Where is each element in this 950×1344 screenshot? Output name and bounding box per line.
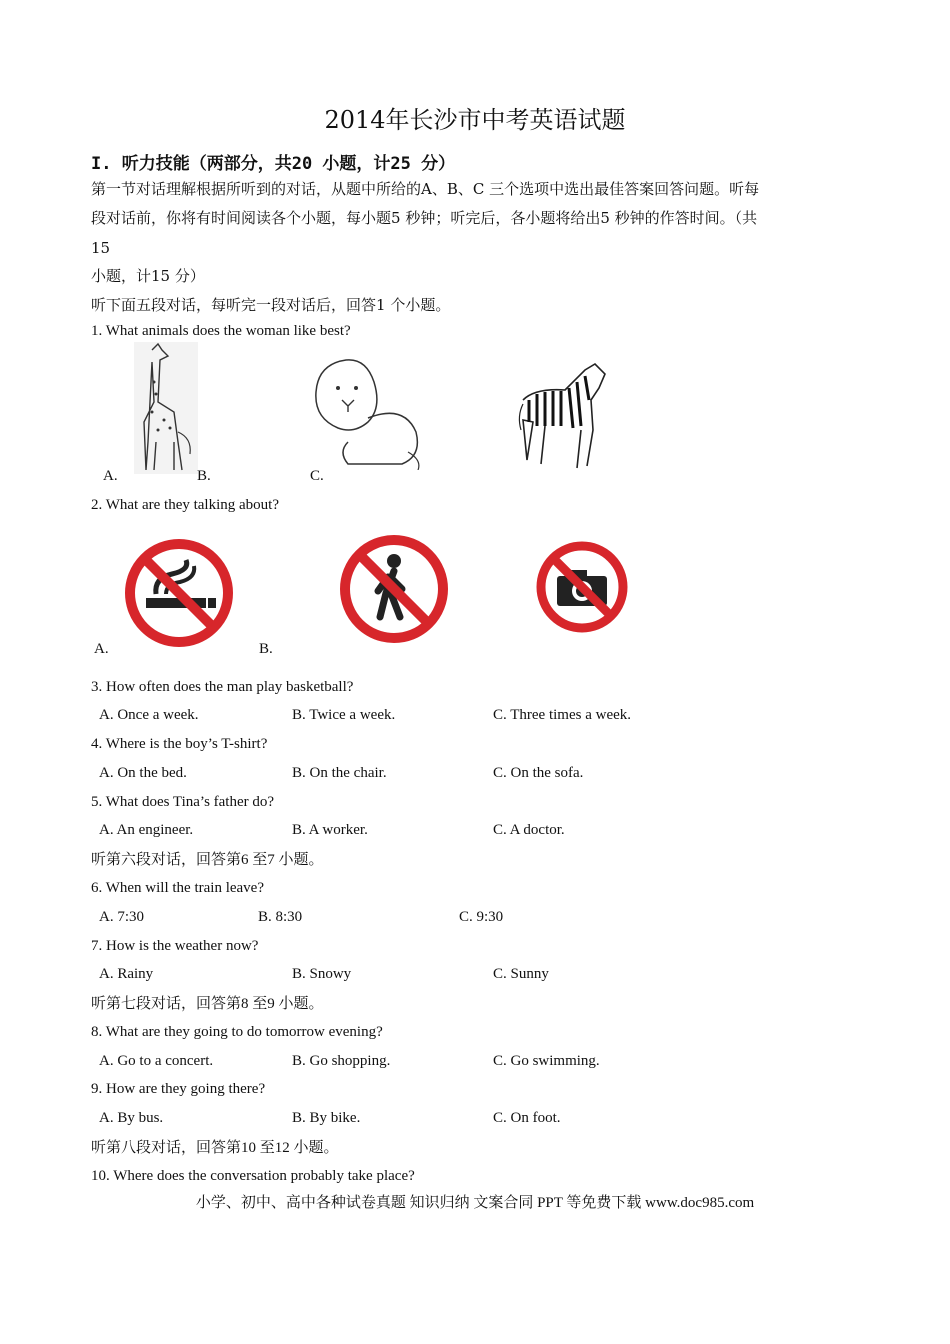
- question-10: 10. Where does the conversation probably take place?: [91, 1168, 415, 1184]
- q3-option-b: B. Twice a week.: [292, 707, 396, 723]
- question-7: 7. How is the weather now?: [91, 938, 259, 954]
- q8-option-b: B. Go shopping.: [292, 1053, 391, 1069]
- question-4: 4. Where is the boy’s T-shirt?: [91, 736, 268, 752]
- zebra-image: [515, 360, 610, 472]
- giraffe-image: [134, 342, 198, 474]
- question-9: 9. How are they going there?: [91, 1081, 266, 1097]
- question-2: 2. What are they talking about?: [91, 497, 279, 513]
- q4-option-c: C. On the sofa.: [493, 765, 584, 781]
- q3-option-a: A. Once a week.: [99, 707, 199, 723]
- q4-option-a: A. On the bed.: [99, 765, 187, 781]
- question-1: 1. What animals does the woman like best?: [91, 323, 351, 339]
- q9-option-a: A. By bus.: [99, 1110, 164, 1126]
- q5-option-a: A. An engineer.: [99, 822, 194, 838]
- question-3: 3. How often does the man play basketball?: [91, 679, 354, 695]
- section-heading: I. 听力技能（两部分，共20 小题，计25 分）: [91, 154, 456, 174]
- q7-option-c: C. Sunny: [493, 966, 549, 982]
- q6-option-c: C. 9:30: [459, 909, 504, 925]
- instruction: 听下面五段对话，每听完一段对话后，回答1 个小题。: [91, 296, 451, 314]
- q9-option-b: B. By bike.: [292, 1110, 361, 1126]
- instruction: 听第六段对话，回答第6 至7 小题。: [91, 852, 324, 868]
- intro-line: 小题，计15 分）: [91, 267, 205, 285]
- q1-option-c: C.: [310, 468, 324, 484]
- question-8: 8. What are they going to do tomorrow evening?: [91, 1024, 383, 1040]
- q2-option-a: A.: [94, 641, 109, 657]
- q6-option-b: B. 8:30: [258, 909, 303, 925]
- page-footer: 小学、初中、高中各种试卷真题 知识归纳 文案合同 PPT 等免费下载 www.doc985.com: [195, 1195, 755, 1211]
- intro-line: 段对话前，你将有时间阅读各个小题，每小题5 秒钟；听完后，各小题将给出5 秒钟的作答时间。（共: [91, 209, 758, 227]
- q9-option-c: C. On foot.: [493, 1110, 561, 1126]
- q1-option-b: B.: [197, 468, 211, 484]
- q5-option-b: B. A worker.: [292, 822, 368, 838]
- q4-option-b: B. On the chair.: [292, 765, 387, 781]
- question-6: 6. When will the train leave?: [91, 880, 264, 896]
- no-smoking-sign: [124, 538, 234, 648]
- q2-option-b: B.: [259, 641, 273, 657]
- intro-line: 第一节对话理解根据所听到的对话，从题中所给的A、B、C 三个选项中选出最佳答案回答问题。听每: [91, 180, 760, 198]
- instruction: 听第七段对话，回答第8 至9 小题。: [91, 996, 324, 1012]
- instruction: 听第八段对话，回答第10 至12 小题。: [91, 1140, 339, 1156]
- no-photography-sign: [535, 540, 629, 634]
- q8-option-a: A. Go to a concert.: [99, 1053, 214, 1069]
- q5-option-c: C. A doctor.: [493, 822, 565, 838]
- lion-image: [308, 352, 424, 470]
- q8-option-c: C. Go swimming.: [493, 1053, 600, 1069]
- page-title: 2014年长沙市中考英语试题: [324, 106, 626, 134]
- q6-option-a: A. 7:30: [99, 909, 144, 925]
- q7-option-a: A. Rainy: [99, 966, 154, 982]
- intro-line: 15: [91, 239, 111, 257]
- q1-option-a: A.: [103, 468, 118, 484]
- q3-option-c: C. Three times a week.: [493, 707, 632, 723]
- q7-option-b: B. Snowy: [292, 966, 352, 982]
- no-walking-sign: [338, 533, 450, 645]
- question-5: 5. What does Tina’s father do?: [91, 794, 275, 810]
